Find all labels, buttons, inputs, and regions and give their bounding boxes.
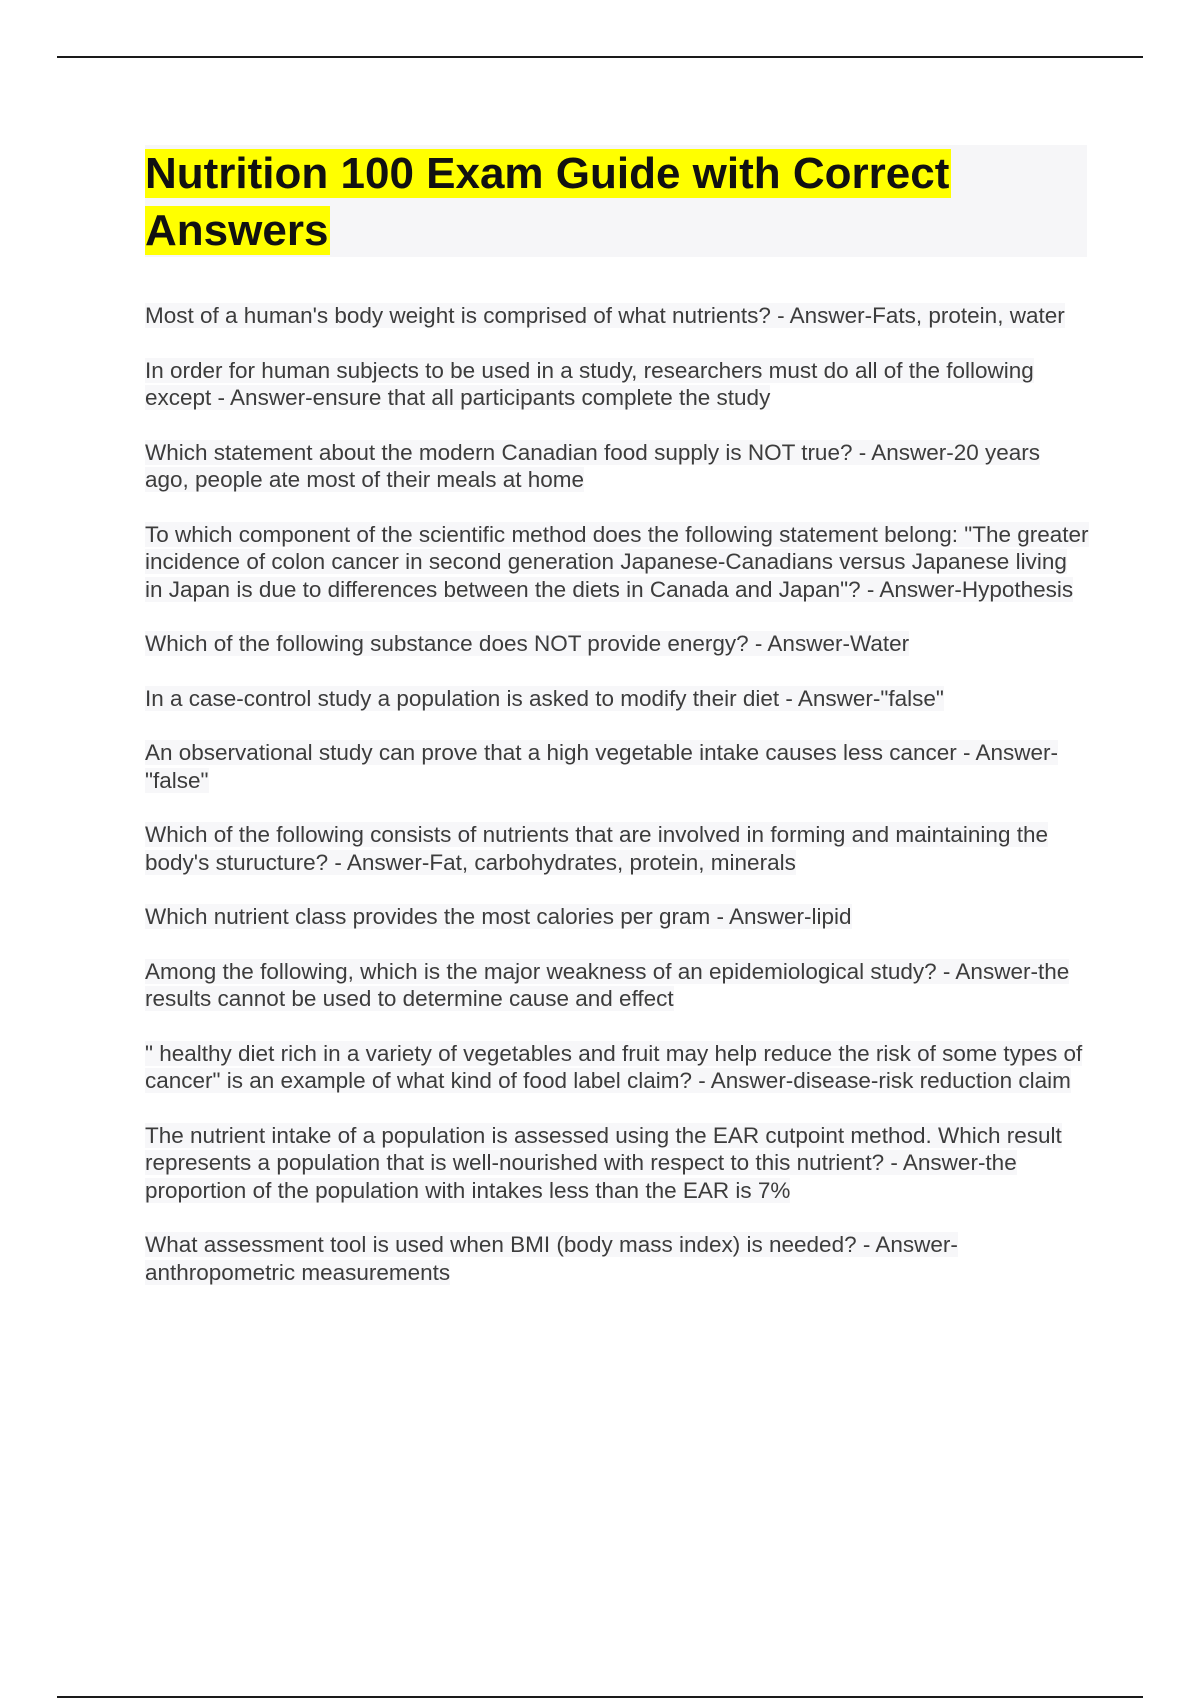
qa-item <box>145 958 1090 1013</box>
qa-item <box>145 630 1090 658</box>
bottom-divider <box>57 1696 1143 1698</box>
qa-item <box>145 302 1090 330</box>
qa-item-text: Which statement about the modern Canadian food supply is NOT true? - Answer-20 years ago, people ate most of their meals at home <box>145 439 1041 492</box>
qa-item-text: " healthy diet rich in a variety of vegetables and fruit may help reduce the risk of some types of cancer" is an example of what kind of food label claim? - Answer-disease-risk reduction claim <box>145 1040 1083 1093</box>
qa-item-text: Among the following, which is the major weakness of an epidemiological study? - Answer-the results cannot be used to determine cause and effect <box>145 958 1070 1011</box>
qa-item-text: An observational study can prove that a high vegetable intake causes less cancer - Answer-"false" <box>145 740 1059 793</box>
qa-item <box>145 1231 1090 1286</box>
page-title-text: Nutrition 100 Exam Guide with Correct Answers <box>145 149 950 255</box>
qa-item-text: In a case-control study a population is asked to modify their diet - Answer-"false" <box>145 685 944 711</box>
qa-item-text: To which component of the scientific method does the following statement belong: "The greater incidence of colon cancer in second generation Japanese-Canadians versus Japanese living in Japan is due to differences between the diets in Canada and Japan"? - Answer-Hypothesis <box>145 521 1089 602</box>
qa-item <box>145 821 1090 876</box>
qa-item <box>145 439 1090 494</box>
top-divider <box>57 56 1143 58</box>
qa-item <box>145 357 1090 412</box>
qa-item <box>145 685 1090 713</box>
qa-item-text: Which nutrient class provides the most calories per gram - Answer-lipid <box>145 904 852 929</box>
qa-item-text: In order for human subjects to be used in a study, researchers must do all of the following except - Answer-ensure that all participants complete the study <box>145 357 1034 410</box>
qa-item-text: Most of a human's body weight is comprised of what nutrients? - Answer-Fats, protein, water <box>145 303 1065 328</box>
qa-list <box>145 302 1090 1313</box>
qa-item-text: Which of the following substance does NOT provide energy? - Answer-Water <box>145 631 910 656</box>
page-title <box>145 145 1087 259</box>
qa-item-text: Which of the following consists of nutrients that are involved in forming and maintaining the body's sturucture? - Answer-Fat, carbohydrates, protein, minerals <box>145 822 1048 875</box>
qa-item <box>145 1040 1090 1095</box>
qa-item <box>145 1122 1090 1205</box>
qa-item <box>145 739 1090 794</box>
qa-item-text: What assessment tool is used when BMI (body mass index) is needed? - Answer-anthropometric measurements <box>145 1232 958 1285</box>
qa-item <box>145 903 1090 931</box>
qa-item <box>145 521 1090 604</box>
title-block <box>145 145 1087 257</box>
qa-item-text: The nutrient intake of a population is assessed using the EAR cutpoint method. Which result represents a population that is well-nourished with respect to this nutrient? - Answer-the proportion of the population with intakes less than the EAR is 7% <box>145 1122 1062 1203</box>
